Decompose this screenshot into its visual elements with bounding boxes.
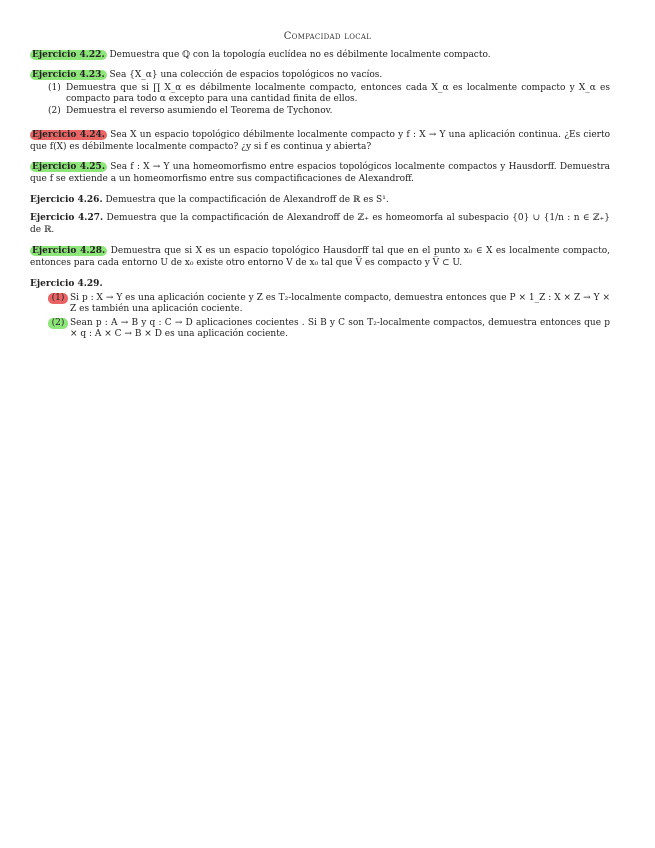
exercise-label: Ejercicio 4.28. (32, 246, 106, 256)
item-number: (1) (48, 293, 68, 305)
exercise-item (48, 318, 610, 341)
exercise-text: Sea {X_α} una colección de espacios topológicos no vacíos. (109, 70, 383, 80)
exercise-4-28 (30, 246, 610, 269)
exercise-text: Demuestra que si X es un espacio topológico Hausdorff tal que en el punto x₀ ∈ X es localmente compacto, entonces para cada entorno U de x₀ existe otro entorno V de x₀ tal que V̅ es compacto y V̅ ⊂ U. (30, 246, 610, 268)
exercise-text: Sea f : X → Y una homeomorfismo entre espacios topológicos localmente compactos y Hausdorff. Demuestra que f se extiende a un homeomorfismo entre sus compactificaciones de Alexandroff. (30, 162, 610, 184)
exercise-label: Ejercicio 4.29. (30, 279, 103, 289)
item-number: (2) (48, 105, 61, 116)
item-text: Demuestra el reverso asumiendo el Teorema de Tychonov. (66, 105, 333, 116)
item-text: Si p : X → Y es una aplicación cociente y Z es T₂-localmente compacto, demuestra entonces que P × 1_Z : X × Z → Y × Z es también una aplicación cociente. (70, 292, 610, 314)
exercise-item (48, 83, 610, 106)
exercise-4-26 (30, 195, 610, 207)
exercise-label: Ejercicio 4.26. (30, 195, 103, 205)
item-number: (1) (48, 82, 61, 93)
item-number: (2) (48, 318, 68, 330)
exercise-text: Demuestra que ℚ con la topología euclídea no es débilmente localmente compacto. (109, 50, 491, 60)
item-text: Sean p : A → B y q : C → D aplicaciones cocientes . Si B y C son T₂-localmente compactos, demuestra entonces que p × q : A × C → B × D es una aplicación cociente. (70, 317, 610, 339)
exercise-label: Ejercicio 4.25. (32, 162, 105, 172)
exercise-item-list (30, 293, 610, 341)
exercise-4-22 (30, 50, 610, 62)
exercise-item-list (30, 83, 610, 118)
exercise-text: Demuestra que la compactificación de Alexandroff de ℝ es S¹. (105, 195, 389, 205)
exercise-item (48, 106, 610, 118)
exercise-label: Ejercicio 4.23. (32, 70, 105, 80)
exercise-4-24 (30, 130, 610, 153)
exercise-item (48, 293, 610, 316)
exercise-text: Demuestra que la compactificación de Alexandroff de ℤ₊ es homeomorfa al subespacio {0} ∪ {1/n : n ∈ ℤ₊} de ℝ. (30, 213, 610, 235)
exercise-4-29 (30, 279, 610, 341)
exercise-text: Sea X un espacio topológico débilmente localmente compacto y f : X → Y una aplicación continua. ¿Es cierto que f(X) es débilmente localmente compacto? ¿y si f es continua y abierta? (30, 130, 610, 152)
item-text: Demuestra que si ∏ X_α es débilmente localmente compacto, entonces cada X_α es localmente compacto y X_α es compacto para todo α excepto para una cantidad finita de ellos. (66, 82, 610, 104)
page-header: Compacidad local (283, 31, 372, 42)
exercise-4-27 (30, 213, 610, 236)
exercise-4-23 (30, 70, 610, 117)
exercise-label: Ejercicio 4.22. (32, 50, 105, 60)
exercise-4-25 (30, 162, 610, 185)
exercise-label: Ejercicio 4.27. (30, 213, 104, 223)
exercise-label: Ejercicio 4.24. (32, 130, 105, 140)
